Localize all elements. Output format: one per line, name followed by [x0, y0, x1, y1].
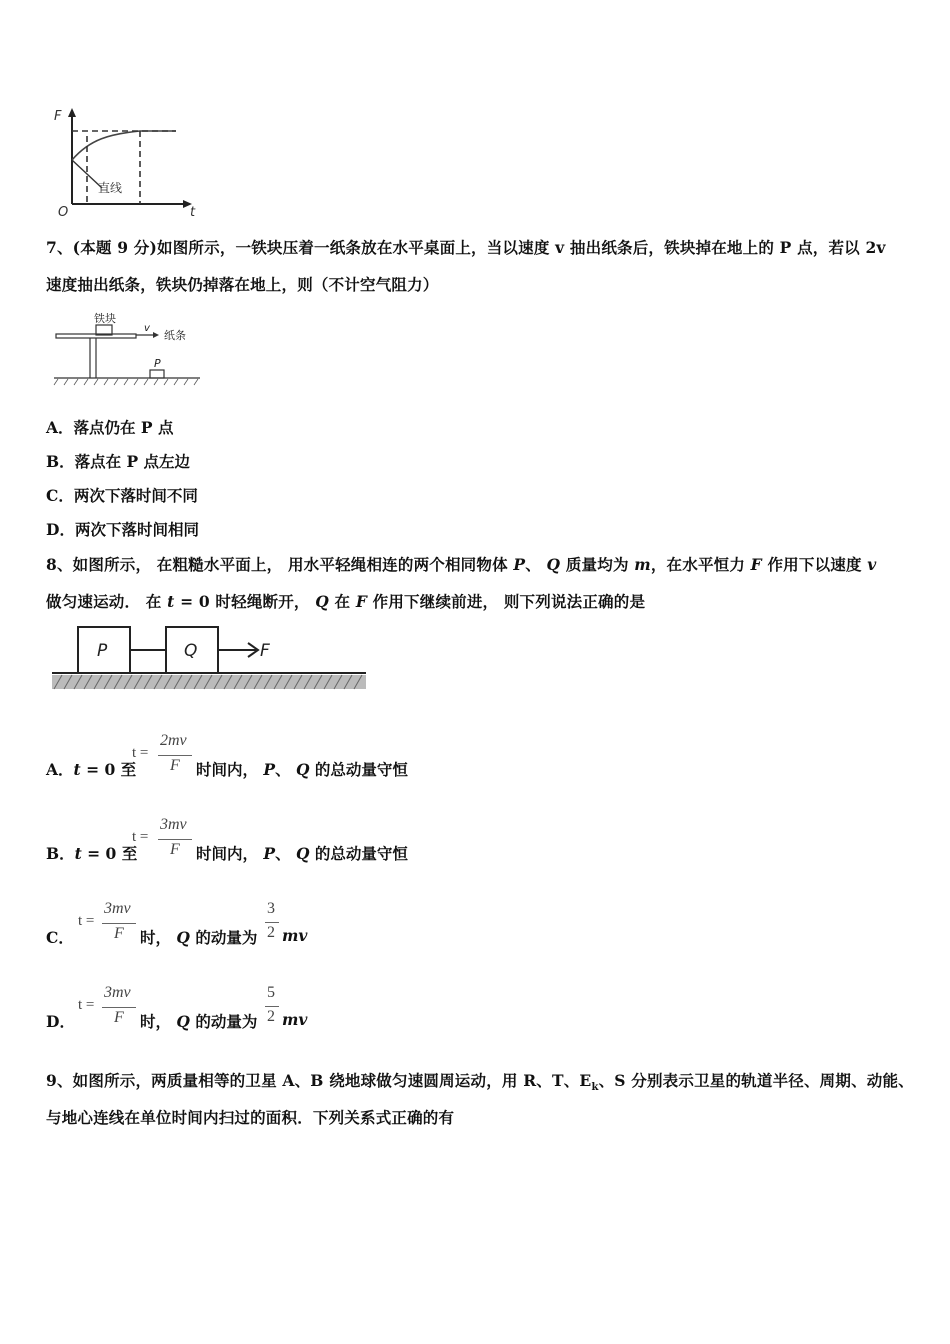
- q8-option-b[interactable]: B．t = 0 至: [46, 844, 138, 863]
- q8-option-c-formula: t = 3mv F: [78, 898, 142, 948]
- q7-fig-strip-label: 纸条: [164, 329, 186, 342]
- q7-option-b[interactable]: B．落点在 P 点左边: [46, 452, 191, 471]
- q8-option-b-formula: t = 3mv F: [132, 814, 198, 864]
- q7-fig-block-label: 铁块: [94, 312, 116, 325]
- graph-origin-label: O: [58, 205, 69, 220]
- q7-option-d[interactable]: D．两次下落时间相同: [46, 520, 199, 539]
- q8-option-c[interactable]: C．: [46, 928, 74, 947]
- q8-option-d-tail: 时， Q 的动量为: [140, 1012, 258, 1031]
- q8-stem-line2: 做匀速运动． 在 t = 0 时轻绳断开， Q 在 F 作用下继续前进， 则下列说法正确的是: [46, 592, 646, 611]
- graph-x-label: t: [190, 205, 196, 220]
- q8-option-c-coeff: 3 2: [264, 900, 282, 948]
- q8-option-a-tail: 时间内， P、 Q 的总动量守恒: [196, 760, 408, 779]
- q8-option-b-tail: 时间内， P、 Q 的总动量守恒: [196, 844, 408, 863]
- q8-stem-line1: 8、如图所示， 在粗糙水平面上， 用水平轻绳相连的两个相同物体 P、 Q 质量均为 m，在水平恒力 F 作用下以速度 v: [46, 555, 877, 574]
- q8-option-c-mv: mv: [282, 926, 308, 945]
- q7-stem-line1: 7、(本题 9 分)如图所示，一铁块压着一纸条放在水平桌面上，当以速度 v 抽出纸条后，铁块掉在地上的 P 点，若以 2v: [46, 238, 886, 257]
- q8-option-a[interactable]: A．t = 0 至: [46, 760, 137, 779]
- force-time-graph: [50, 104, 210, 222]
- q9-stem-line2: 与地心连线在单位时间内扫过的面积．下列关系式正确的有: [46, 1108, 455, 1127]
- q7-fig-velocity-label: v: [144, 323, 150, 334]
- graph-y-label: F: [54, 109, 62, 124]
- q8-figure: [50, 624, 370, 694]
- q8-fig-force: F: [260, 641, 270, 661]
- q8-fig-box-p: P: [97, 641, 108, 661]
- q8-option-d-coeff: 5 2: [264, 984, 282, 1032]
- q8-option-d-mv: mv: [282, 1010, 308, 1029]
- q7-option-a[interactable]: A．落点仍在 P 点: [46, 418, 174, 437]
- q8-option-a-formula: t = 2mv F: [132, 730, 198, 780]
- q7-option-c[interactable]: C．两次下落时间不同: [46, 486, 198, 505]
- q8-option-d[interactable]: D．: [46, 1012, 75, 1031]
- q8-option-d-formula: t = 3mv F: [78, 982, 142, 1032]
- q7-figure: [52, 306, 204, 386]
- q7-fig-point-label: P: [154, 357, 161, 370]
- q8-option-c-tail: 时， Q 的动量为: [140, 928, 258, 947]
- q7-stem-line2: 速度抽出纸条，铁块仍掉落在地上，则（不计空气阻力）: [46, 275, 439, 294]
- q8-fig-box-q: Q: [184, 641, 198, 661]
- q9-stem-line1: 9、如图所示，两质量相等的卫星 A、B 绕地球做匀速圆周运动，用 R、T、$E_k$、S 分别表示卫星的轨道半径、周期、动能、: [46, 1071, 914, 1094]
- graph-annotation: 直线: [98, 181, 123, 195]
